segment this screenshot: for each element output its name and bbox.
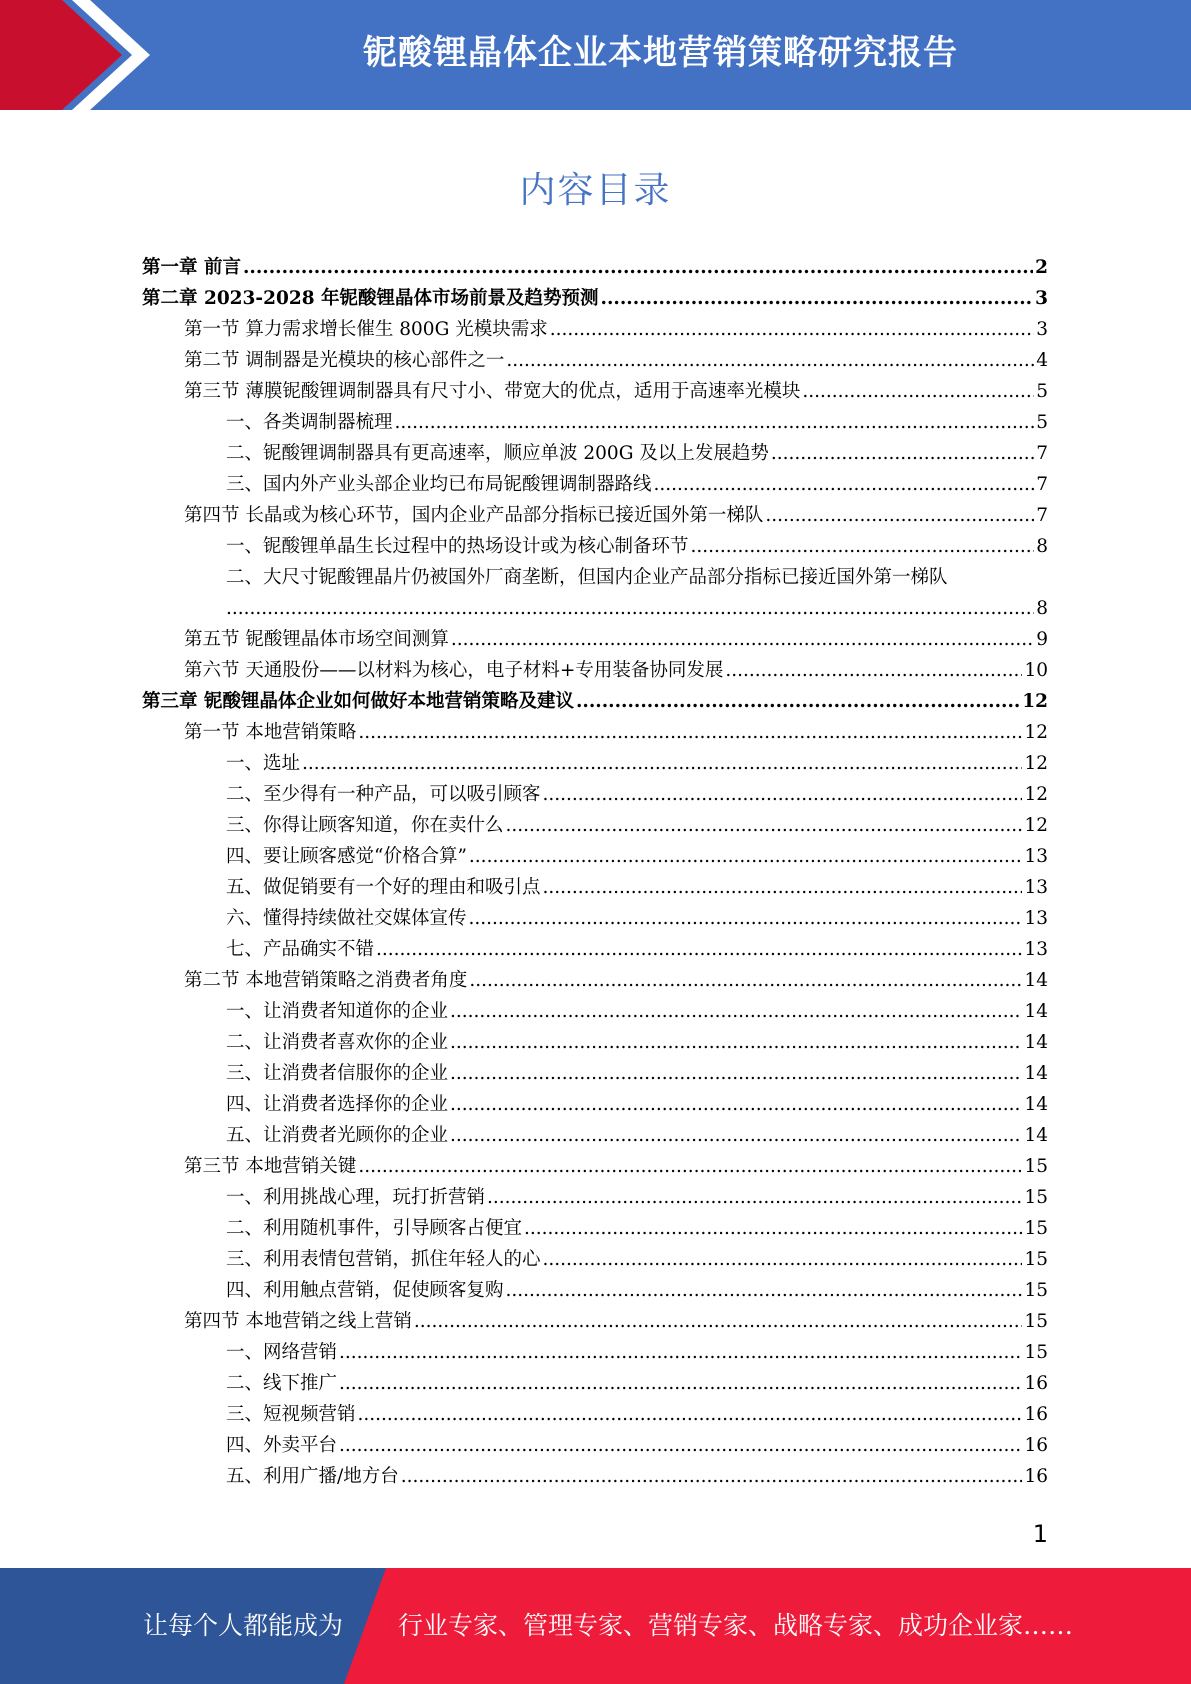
toc-entry[interactable]: 二、至少得有一种产品，可以吸引顾客 ..... 12 xyxy=(226,780,1048,810)
toc-entry-line2[interactable]: ..... 8 xyxy=(226,594,1048,624)
toc-entry[interactable]: 第五节 铌酸锂晶体市场空间测算 ..... 9 xyxy=(184,625,1048,655)
toc-entry[interactable]: 三、利用表情包营销，抓住年轻人的心 ..... 15 xyxy=(226,1245,1048,1275)
toc-entry[interactable]: 一、铌酸锂单晶生长过程中的热场设计或为核心制备环节 ..... 8 xyxy=(226,532,1048,562)
toc-entry[interactable]: 三、让消费者信服你的企业 ..... 14 xyxy=(226,1059,1048,1089)
toc-entry[interactable]: 一、让消费者知道你的企业 ..... 14 xyxy=(226,997,1048,1027)
toc-entry[interactable]: 二、线下推广 ..... 16 xyxy=(226,1369,1048,1399)
toc-entry[interactable]: 六、懂得持续做社交媒体宣传 ..... 13 xyxy=(226,904,1048,934)
toc-entry[interactable]: 第二节 调制器是光模块的核心部件之一 ..... 4 xyxy=(184,346,1048,376)
toc-heading: 内容目录 xyxy=(519,170,672,211)
toc-entry[interactable]: 第三节 薄膜铌酸锂调制器具有尺寸小、带宽大的优点，适用于高速率光模块 ..... 5 xyxy=(184,377,1048,407)
toc-entry[interactable]: 五、让消费者光顾你的企业 ..... 14 xyxy=(226,1121,1048,1151)
toc-entry[interactable]: 第六节 天通股份——以材料为核心，电子材料+专用装备协同发展 ..... 10 xyxy=(184,656,1048,686)
toc-entry[interactable]: 第一章 前言 ..... 2 xyxy=(142,253,1048,283)
toc-entry[interactable]: 第一节 本地营销策略 ..... 12 xyxy=(184,718,1048,748)
toc-entry[interactable]: 四、外卖平台 ..... 16 xyxy=(226,1431,1048,1461)
toc-entry[interactable]: 第三节 本地营销关键 ..... 15 xyxy=(184,1152,1048,1182)
toc-entry[interactable]: 第三章 铌酸锂晶体企业如何做好本地营销策略及建议 ..... 12 xyxy=(142,687,1048,717)
report-title: 铌酸锂晶体企业本地营销策略研究报告 xyxy=(363,33,958,73)
toc-entry[interactable]: 二、让消费者喜欢你的企业 ..... 14 xyxy=(226,1028,1048,1058)
toc-entry[interactable]: 四、利用触点营销，促使顾客复购 ..... 15 xyxy=(226,1276,1048,1306)
toc-entry[interactable]: 二、铌酸锂调制器具有更高速率，顺应单波 200G 及以上发展趋势 ..... 7 xyxy=(226,439,1048,469)
toc-entry[interactable]: 第二章 2023-2028 年铌酸锂晶体市场前景及趋势预测 ..... 3 xyxy=(142,284,1048,314)
footer-slogan-left: 让每个人都能成为 xyxy=(143,1611,344,1640)
toc-entry[interactable]: 五、做促销要有一个好的理由和吸引点 ..... 13 xyxy=(226,873,1048,903)
toc-entry[interactable]: 一、各类调制器梳理 ..... 5 xyxy=(226,408,1048,438)
toc-entry[interactable]: 一、利用挑战心理，玩打折营销 ..... 15 xyxy=(226,1183,1048,1213)
toc-entry[interactable]: 第二节 本地营销策略之消费者角度 ..... 14 xyxy=(184,966,1048,996)
toc-entry[interactable]: 四、让消费者选择你的企业 ..... 14 xyxy=(226,1090,1048,1120)
toc-entry[interactable]: 三、国内外产业头部企业均已布局铌酸锂调制器路线 ..... 7 xyxy=(226,470,1048,500)
report-header xyxy=(0,0,1191,110)
toc-entry[interactable]: 三、你得让顾客知道，你在卖什么 ..... 12 xyxy=(226,811,1048,841)
toc-entry[interactable]: 二、利用随机事件，引导顾客占便宜 ..... 15 xyxy=(226,1214,1048,1244)
toc-entry[interactable]: 一、选址 ..... 12 xyxy=(226,749,1048,779)
report-footer xyxy=(0,1568,1191,1684)
header-arrow-decoration xyxy=(0,0,160,110)
toc-entry[interactable]: 第一节 算力需求增长催生 800G 光模块需求 ..... 3 xyxy=(184,315,1048,345)
toc-entry[interactable]: 第四节 本地营销之线上营销 ..... 15 xyxy=(184,1307,1048,1337)
footer-slogan-right: 行业专家、管理专家、营销专家、战略专家、成功企业家…… xyxy=(398,1611,1074,1640)
toc-entry[interactable]: 一、网络营销 ..... 15 xyxy=(226,1338,1048,1368)
page-number: 1 xyxy=(1032,1520,1048,1548)
toc-entry[interactable]: 四、要让顾客感觉“价格合算” ..... 13 xyxy=(226,842,1048,872)
toc-entry[interactable]: 七、产品确实不错 ..... 13 xyxy=(226,935,1048,965)
toc-entry[interactable]: 三、短视频营销 ..... 16 xyxy=(226,1400,1048,1430)
toc-entry-line1[interactable]: 二、大尺寸铌酸锂晶片仍被国外厂商垄断，但国内企业产品部分指标已接近国外第一梯队 xyxy=(226,567,948,588)
toc-entry[interactable]: 五、利用广播/地方台 ..... 16 xyxy=(226,1462,1048,1492)
toc-entry[interactable]: 第四节 长晶或为核心环节，国内企业产品部分指标已接近国外第一梯队 ..... 7 xyxy=(184,501,1048,531)
